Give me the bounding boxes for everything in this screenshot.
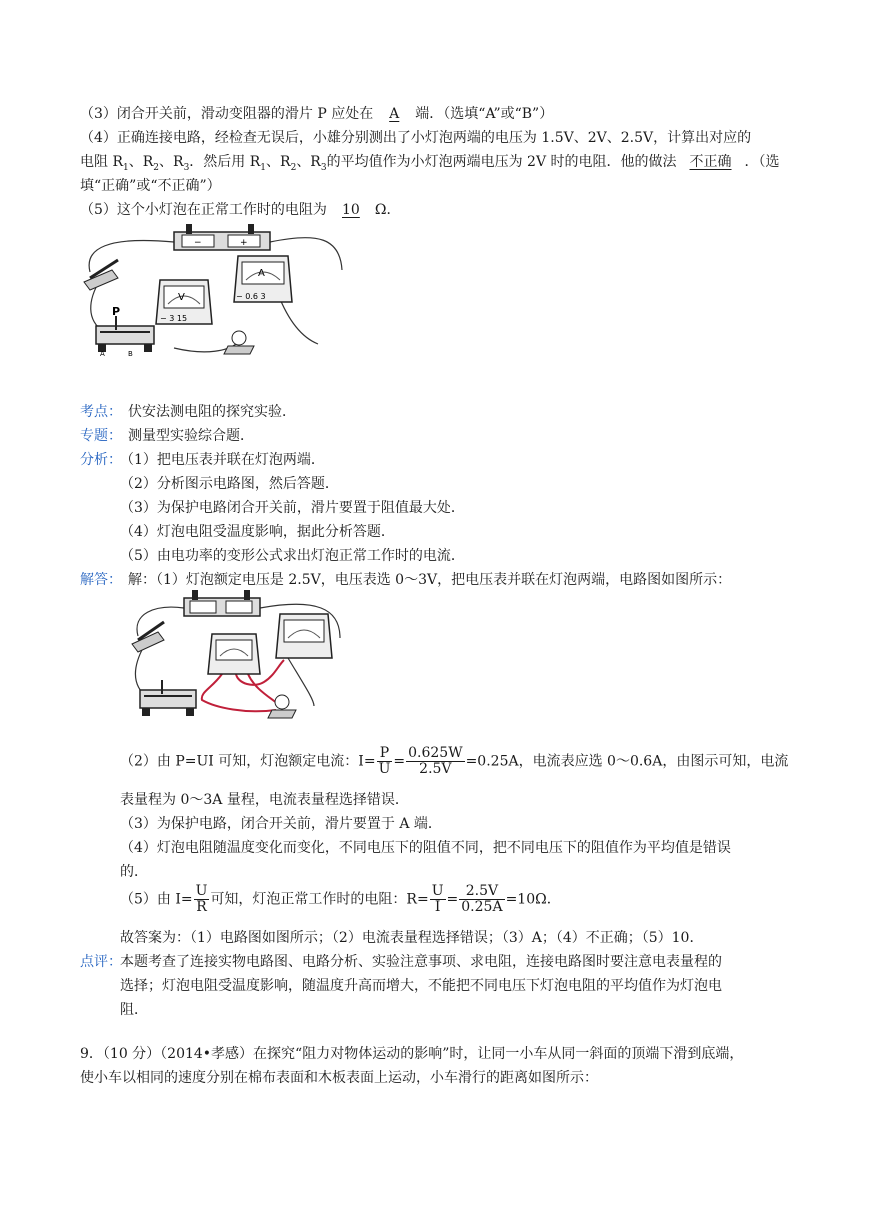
dianping-line: 选择；灯泡电阻受温度影响，随温度升高而增大，不能把不同电压下灯泡电阻的平均值作为灯泡电 [120, 978, 722, 994]
question-9-line-2: 使小车以相同的速度分别在棉布表面和木板表面上运动，小车滑行的距离如图所示： [80, 1070, 598, 1086]
question-text: （3）闭合开关前，滑动变阻器的滑片 P 应处在 [80, 106, 374, 122]
fenxi-item: （5）由电功率的变形公式求出灯泡正常工作时的电流． [120, 548, 465, 564]
question-text: （5）这个小灯泡在正常工作时的电阻为 [80, 202, 327, 218]
ammeter-label: A [258, 268, 265, 279]
ammeter-icon [276, 614, 332, 658]
wire [288, 658, 314, 706]
zhuanti-row [80, 426, 254, 446]
circuit-figure-2 [126, 588, 356, 724]
voltmeter-label: V [178, 292, 185, 303]
wire [137, 607, 184, 636]
subscript: 2 [290, 162, 297, 173]
fraction [377, 746, 393, 777]
question-part-4-line-1 [80, 128, 751, 148]
subscript: 1 [123, 162, 129, 173]
jieda-part-4: （4）灯泡电阻随温度变化而变化，不同电压下的阻值不同，把不同电压下的阻值作为平均值是错误 [120, 840, 731, 856]
question-part-5 [80, 200, 401, 220]
question-text: 、R [266, 154, 291, 170]
jieda-text: =10Ω． [505, 891, 561, 908]
battery-icon [174, 224, 270, 250]
fraction [430, 884, 446, 915]
fenxi-item: （4）灯泡电阻受温度影响，据此分析答题． [120, 524, 395, 540]
jieda-text: 解：（1）灯泡额定电压是 2.5V，电压表选 0～3V，把电压表并联在灯泡两端，电路图如图所示： [128, 572, 732, 588]
jieda-row [80, 570, 731, 590]
question-text: 、R [296, 154, 321, 170]
answer-blank: 10 [341, 202, 360, 218]
jieda-part-3: （3）为保护电路，闭合开关前，滑片要置于 A 端． [120, 816, 442, 832]
question-text: 填“正确”或“不正确”） [80, 178, 221, 194]
subscript: 2 [153, 162, 160, 173]
question-text: 的平均值作为小灯泡两端电压为 2V 时的电阻．他的做法 [326, 154, 677, 170]
question-part-3 [80, 104, 553, 124]
fenxi-item: （2）分析图示电路图，然后答题． [120, 476, 339, 492]
kaodian-text: 伏安法测电阻的探究实验． [128, 404, 296, 420]
subscript: 1 [260, 162, 267, 173]
numerator: 0.625W [408, 745, 463, 761]
jieda-label: 解答： [80, 572, 122, 588]
jieda-part-4-cont: 的． [120, 864, 148, 880]
question-text: ．然后用 R [189, 154, 261, 170]
denominator: 2.5V [419, 761, 452, 777]
voltmeter-icon [208, 634, 260, 674]
dianping-label: 点评： [80, 954, 122, 970]
fenxi-item: （3）为保护电路闭合开关前，滑片要置于阻值最大处． [120, 500, 465, 516]
kaodian-row [80, 402, 296, 422]
jieda-text: =0.25A，电流表应选 0～0.6A，由图示可知，电流 [465, 753, 789, 770]
question-text: 、R [159, 154, 184, 170]
question-text: （4）正确连接电路，经检查无误后，小雄分别测出了小灯泡两端的电压为 1.5V、2V、2.5V，计算出对应的 [80, 130, 752, 146]
rheostat-icon [140, 680, 196, 716]
subscript: 3 [320, 162, 327, 173]
numerator: P [377, 746, 393, 762]
dianping-line: 阻． [120, 1002, 148, 1018]
ammeter-terminals: − 0.6 3 [236, 292, 266, 301]
equals-sign: = [446, 891, 459, 908]
denominator: 0.25A [461, 899, 503, 915]
numerator: 2.5V [459, 884, 504, 900]
fenxi-label: 分析： [80, 452, 122, 468]
question-text: ．（选 [744, 154, 780, 170]
voltmeter-terminals: − 3 15 [160, 314, 188, 323]
rheostat-icon [96, 316, 154, 352]
end-a-label: A [100, 350, 105, 358]
numerator: U [195, 883, 208, 899]
subscript: 3 [183, 162, 190, 173]
wire [89, 240, 174, 272]
fraction [194, 884, 210, 915]
bulb-icon [224, 331, 254, 354]
kaodian-label: 考点： [80, 404, 122, 420]
question-part-4-line-3 [80, 176, 221, 196]
jieda-text: 可知，灯泡正常工作时的电阻：R= [210, 891, 429, 908]
battery-minus-label: − [194, 238, 202, 248]
end-b-label: B [128, 350, 133, 358]
fraction [406, 746, 464, 777]
question-text: Ω． [374, 202, 401, 218]
denominator: I [434, 899, 441, 915]
question-part-4-line-2 [80, 152, 780, 178]
answer-blank: A [389, 106, 400, 122]
denominator: U [378, 761, 391, 777]
circuit-figure-1 [78, 220, 358, 360]
question-text: 电阻 R [80, 154, 123, 170]
equals-sign: = [393, 753, 406, 770]
battery-icon [184, 590, 260, 616]
question-9-line-1: 9．（10 分）（2014•孝感）在探究“阻力对物体运动的影响”时，让同一小车从同一斜面的顶端下滑到底端， [80, 1046, 744, 1062]
zhuanti-text: 测量型实验综合题． [128, 428, 254, 444]
question-text: 、R [128, 154, 154, 170]
jieda-part-5 [120, 884, 561, 915]
fraction [459, 884, 504, 915]
final-answer: 故答案为：（1）电路图如图所示；（2）电流表量程选择错误；（3）A；（4）不正确；（5）10． [120, 930, 704, 946]
jieda-part-2 [120, 746, 788, 777]
slider-label: P [112, 305, 121, 318]
jieda-text: （2）由 P=UI 可知，灯泡额定电流：I= [120, 753, 376, 770]
battery-plus-label: + [240, 238, 248, 248]
jieda-text: （5）由 I= [120, 891, 193, 908]
question-text: 端．（选填“A”或“B”） [415, 106, 554, 122]
dianping-line: 本题考查了连接实物电路图、电路分析、实验注意事项、求电阻，连接电路图时要注意电表量程的 [120, 954, 722, 970]
answer-blank: 不正确 [689, 154, 732, 170]
jieda-part-2-cont: 表量程为 0～3A 量程，电流表量程选择错误． [120, 792, 409, 808]
zhuanti-label: 专题： [80, 428, 122, 444]
denominator: R [196, 899, 207, 915]
numerator: U [431, 883, 444, 899]
fenxi-item: （1）把电压表并联在灯泡两端． [120, 452, 325, 468]
